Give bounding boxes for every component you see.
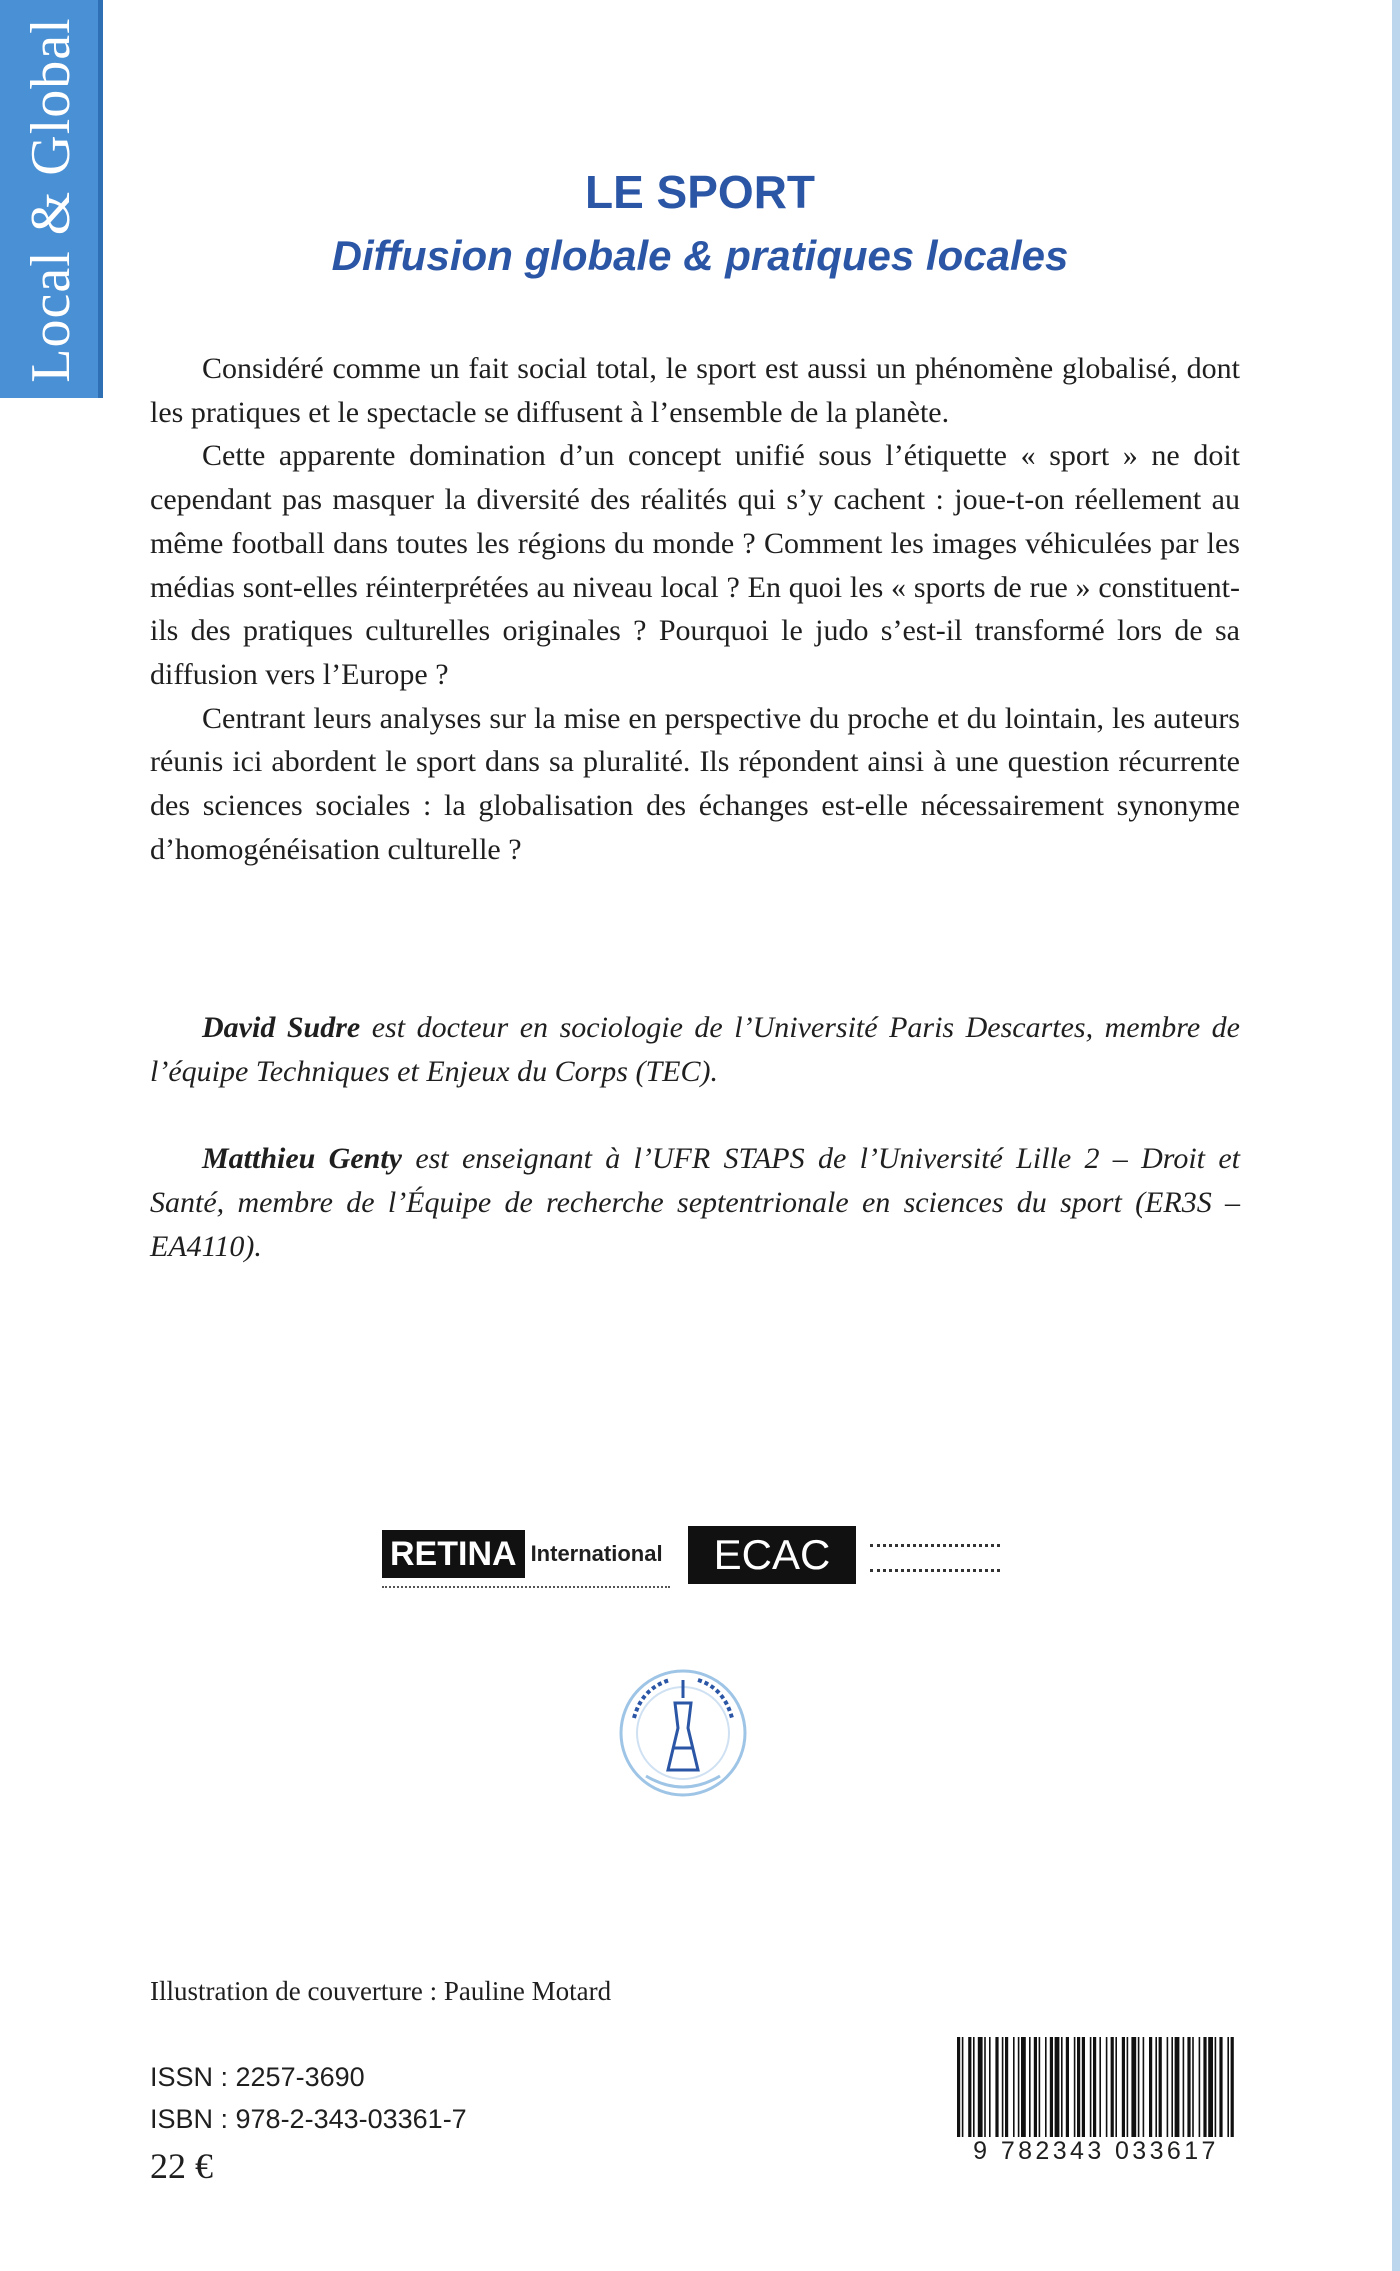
barcode-bar <box>1159 2037 1162 2137</box>
barcode-bar <box>1090 2037 1092 2137</box>
barcode-bar <box>1061 2037 1063 2137</box>
barcode-bar <box>989 2037 991 2137</box>
summary-paragraph: Centrant leurs analyses sur la mise en perspective du proche et du lointain, les auteurs réunis ici abordent le sport dans sa pluralité. Ils répondent ainsi à une question récurrente des sciences sociales : la globalisation des échanges est-elle nécessairement synonyme d’homogénéisation culturelle ? <box>150 701 1240 866</box>
barcode-bar <box>1187 2037 1190 2137</box>
publication-info <box>150 2056 467 2192</box>
barcode-bar <box>1131 2037 1136 2137</box>
barcode-number: 9 782343 033617 <box>973 2137 1219 2165</box>
retina-logo-mark: RETINA <box>382 1530 525 1578</box>
barcode-bar <box>957 2037 960 2137</box>
author-name: Matthieu Genty <box>202 1142 402 1176</box>
barcode-bar <box>1066 2037 1069 2137</box>
barcode-bar <box>1167 2037 1169 2137</box>
barcode-bar <box>1045 2037 1047 2137</box>
barcode-bar <box>1077 2037 1080 2137</box>
barcode-bar <box>984 2037 986 2137</box>
summary-paragraph: Cette apparente domination d’un concept unifié sous l’étiquette « sport » ne doit cependant pas masquer la diversité des réalités qui s’y cachent : joue-t-on réellement au même football dans toutes les régions du monde ? Comment les images véhiculées par les médias sont-elles réinterprétées au niveau local ? En quoi les « sports de rue » constituent-ils des pratiques culturelles originales ? Pourquoi le judo s’est-il transformé lors de sa diffusion vers l’Europe ? <box>150 439 1240 691</box>
book-title: LE SPORT <box>584 166 816 218</box>
barcode-bar <box>1002 2037 1004 2137</box>
barcode-bar <box>1199 2037 1201 2137</box>
barcode-bar <box>1171 2037 1173 2137</box>
barcode-icon <box>955 2037 1237 2142</box>
summary <box>150 347 1240 871</box>
barcode-bar <box>1155 2037 1157 2137</box>
retina-logo-suffix: International <box>530 1541 663 1566</box>
publisher-seal-icon <box>612 1658 754 1813</box>
barcode-bar <box>1175 2037 1180 2137</box>
illustration-credit: Illustration de couverture : Pauline Motard <box>150 1976 612 2006</box>
author-description: est docteur en sociologie de l’Université Paris Descartes, membre de l’équipe Techniques et Enjeux du Corps (TEC). <box>150 1011 1240 1088</box>
barcode-bar <box>1039 2037 1041 2137</box>
barcode-bar <box>1074 2037 1076 2137</box>
barcode-bar <box>995 2037 998 2137</box>
barcode-bar <box>1231 2037 1234 2137</box>
barcode-bar <box>1099 2037 1101 2137</box>
barcode-bar <box>1219 2037 1222 2137</box>
barcode-bar <box>1149 2037 1152 2137</box>
barcode-bar <box>1143 2037 1145 2137</box>
barcode-bar <box>968 2037 971 2137</box>
barcode-bar <box>1050 2037 1053 2137</box>
barcode-bar <box>1215 2037 1217 2137</box>
ecac-tagline <box>870 1544 1000 1572</box>
barcode-bar <box>1127 2037 1129 2137</box>
summary-paragraph: Considéré comme un fait social total, le sport est aussi un phénomène globalisé, dont les pratiques et le spectacle se diffusent à l’ensemble de la planète. <box>150 352 1240 429</box>
barcode-bar <box>1055 2037 1060 2137</box>
page-edge <box>1392 0 1400 2271</box>
book-subtitle: Diffusion globale & pratiques locales <box>331 232 1069 279</box>
author-bio <box>150 1006 1240 1093</box>
barcode-bar <box>1115 2037 1117 2137</box>
barcode-bar <box>1208 2037 1213 2137</box>
barcode-bar <box>1192 2037 1194 2137</box>
barcode-bar <box>1183 2037 1185 2137</box>
series-label: Local & Global <box>20 17 82 383</box>
barcode-bar <box>1018 2037 1020 2137</box>
barcode-bar <box>973 2037 975 2137</box>
barcode-bar <box>1034 2037 1037 2137</box>
barcode-bar <box>1227 2037 1229 2137</box>
barcode-bar <box>1029 2037 1031 2137</box>
ecac-logo: ECAC <box>688 1526 856 1584</box>
author-description: est enseignant à l’UFR STAPS de l’Université Lille 2 – Droit et Santé, membre de l’Équipe de recherche septentrionale en sciences du sport (ER3S – EA4110). <box>150 1142 1240 1263</box>
barcode-bar <box>1021 2037 1026 2137</box>
barcode-bar <box>1005 2037 1008 2137</box>
retina-logo <box>382 1526 670 1582</box>
price: 22 € <box>150 2146 213 2186</box>
barcode-bar <box>1106 2037 1108 2137</box>
barcode-bar <box>962 2037 964 2137</box>
barcode-bar <box>978 2037 983 2137</box>
barcode-bar <box>1138 2037 1140 2137</box>
author-bios <box>150 1006 1240 1313</box>
issn: ISSN : 2257-3690 <box>150 2062 365 2092</box>
author-bio <box>150 1137 1240 1268</box>
author-name: David Sudre <box>202 1011 361 1044</box>
barcode-bar <box>1013 2037 1015 2137</box>
isbn: ISBN : 978-2-343-03361-7 <box>150 2104 467 2134</box>
retina-tagline <box>382 1586 670 1592</box>
barcode-bar <box>1122 2037 1125 2137</box>
barcode-bar <box>1203 2037 1206 2137</box>
barcode-bar <box>1111 2037 1114 2137</box>
barcode-bar <box>1093 2037 1096 2137</box>
barcode-bar <box>1082 2037 1085 2137</box>
